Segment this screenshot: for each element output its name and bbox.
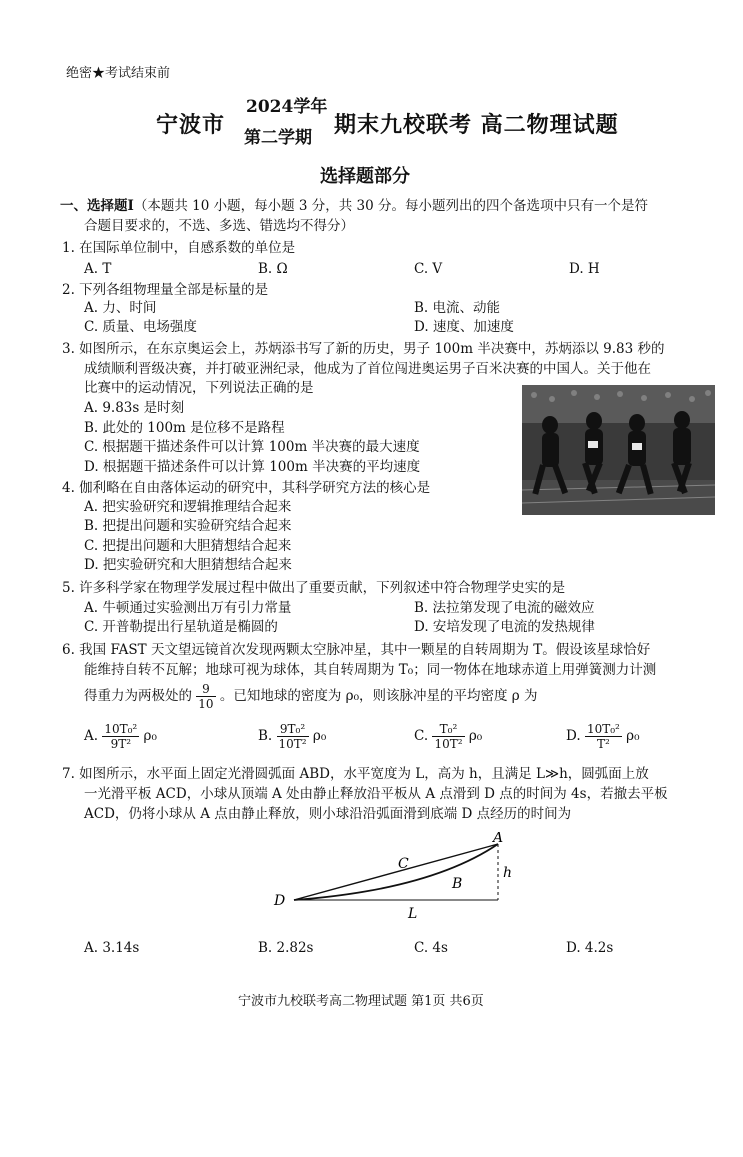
label-c: C <box>398 856 409 872</box>
q6-line-1: 6. 我国 FAST 天文望远镜首次发现两颗太空脉冲星，其中一颗星的自转周期为 T。假设该星球恰好 <box>62 642 651 658</box>
q3-option-d: D. 根据题干描述条件可以计算 100m 半决赛的平均速度 <box>84 459 421 475</box>
q6-line-3 <box>84 682 538 711</box>
q6-line-3-pre: 得重力为两极处的 <box>84 688 192 704</box>
q6-b-num: 9T₀² <box>277 722 309 737</box>
q6-line-2: 能维持自转不瓦解；地球可视为球体，其自转周期为 T₀；同一物体在地球赤道上用弹簧测力计测 <box>84 662 657 678</box>
q7-line-2: 一光滑平板 ACD，小球从顶端 A 处由静止释放沿平板从 A 点滑到 D 点的时间为 4s，若撤去平板 <box>84 786 668 802</box>
sprint-photo-illustration <box>522 385 715 515</box>
q3-option-c: C. 根据题干描述条件可以计算 100m 半决赛的最大速度 <box>84 439 420 455</box>
label-l: L <box>408 906 418 922</box>
part1-heading: 一、选择题Ⅰ <box>60 198 134 214</box>
q7-option-d: D. 4.2s <box>566 940 614 956</box>
q6-option-d <box>566 722 640 751</box>
q6-c-num: T₀² <box>432 722 464 737</box>
q6-frac-num: 9 <box>196 682 215 697</box>
confidential-mark: 绝密★考试结束前 <box>66 66 171 81</box>
label-h: h <box>503 865 513 881</box>
title-year: 2024学年 <box>246 97 328 117</box>
q6-b-rho: ρ₀ <box>312 728 327 744</box>
part1-heading-line <box>60 196 648 216</box>
q3-line-2: 成绩顺利晋级决赛，并打破亚洲纪录，他成为了首位闯进奥运男子百米决赛的中国人。关于他在 <box>84 361 651 377</box>
plate-acd <box>294 844 498 900</box>
section-title: 选择题部分 <box>320 166 410 187</box>
page-footer: 宁波市九校联考高二物理试题 第1页 共6页 <box>238 994 484 1009</box>
q7-line-3: ACD，仍将小球从 A 点由静止释放，则小球沿沿弧面滑到底端 D 点经历的时间为 <box>84 806 572 822</box>
q6-option-c <box>414 722 482 751</box>
arc-plate-diagram <box>260 832 530 922</box>
q7-option-b: B. 2.82s <box>258 940 314 956</box>
q3-option-a: A. 9.83s 是时刻 <box>84 400 185 416</box>
q6-b-label: B. <box>258 728 273 744</box>
q1-option-d: D. H <box>569 261 600 277</box>
part1-desc-1: （本题共 10 小题，每小题 3 分，共 30 分。每小题列出的四个备选项中只有一个是符 <box>133 198 649 214</box>
q6-b-den: 10T² <box>278 737 307 751</box>
q5-option-a: A. 牛顿通过实验测出万有引力常量 <box>84 600 292 616</box>
title-city: 宁波市 <box>156 112 226 138</box>
title-semester: 第二学期 <box>244 128 312 148</box>
q2-stem: 2. 下列各组物理量全部是标量的是 <box>62 282 269 298</box>
q3-option-b: B. 此处的 100m 是位移不是路程 <box>84 420 285 436</box>
q1-option-a: A. T <box>84 261 112 277</box>
q6-a-rho: ρ₀ <box>143 728 157 744</box>
label-b: B <box>452 876 463 892</box>
q1-stem: 1. 在国际单位制中，自感系数的单位是 <box>62 240 296 256</box>
q4-option-d: D. 把实验研究和大胆猜想结合起来 <box>84 557 292 573</box>
q6-option-b <box>258 722 326 751</box>
q1-option-c: C. V <box>414 261 443 277</box>
label-a: A <box>493 832 504 846</box>
q6-c-frac <box>432 722 464 751</box>
q6-frac-den: 10 <box>198 697 214 711</box>
q6-d-den: T² <box>596 737 610 751</box>
q4-option-a: A. 把实验研究和逻辑推理结合起来 <box>84 499 292 515</box>
q2-option-c: C. 质量、电场强度 <box>84 319 197 335</box>
q6-c-den: 10T² <box>434 737 463 751</box>
q7-option-c: C. 4s <box>414 940 448 956</box>
q4-stem: 4. 伽利略在自由落体运动的研究中，其科学研究方法的核心是 <box>62 480 431 496</box>
q6-d-num: 10T₀² <box>586 722 620 736</box>
label-d: D <box>274 893 286 909</box>
q6-fraction <box>196 682 215 711</box>
q5-option-d: D. 安培发现了电流的发热规律 <box>414 619 595 635</box>
q6-a-frac <box>102 722 139 751</box>
q6-a-label: A. <box>84 728 99 744</box>
q4-option-c: C. 把提出问题和大胆猜想结合起来 <box>84 538 292 554</box>
q6-a-den: 9T² <box>110 737 132 751</box>
q6-d-rho: ρ₀ <box>626 728 640 744</box>
q1-option-b: B. Ω <box>258 261 288 277</box>
q6-a-num: 10T₀² <box>104 722 138 736</box>
q7-line-1: 7. 如图所示，水平面上固定光滑圆弧面 ABD，水平宽度为 L，高为 h，且满足 L≫h，圆弧面上放 <box>62 766 649 782</box>
q2-option-d: D. 速度、加速度 <box>414 319 514 335</box>
q6-b-frac <box>277 722 309 751</box>
q6-option-a <box>84 722 157 751</box>
part1-desc-2: 合题目要求的，不选、多选、错选均不得分） <box>84 218 354 234</box>
q6-d-label: D. <box>566 728 581 744</box>
q7-option-a: A. 3.14s <box>84 940 140 956</box>
q3-line-1: 3. 如图所示，在东京奥运会上，苏炳添书写了新的历史，男子 100m 半决赛中，苏炳添以 9.83 秒的 <box>62 341 665 357</box>
q6-d-frac <box>585 722 622 751</box>
q5-option-b: B. 法拉第发现了电流的磁效应 <box>414 600 595 616</box>
q4-option-b: B. 把提出问题和实验研究结合起来 <box>84 518 292 534</box>
q6-c-rho: ρ₀ <box>468 728 483 744</box>
q6-line-3-post: 。已知地球的密度为 ρ₀，则该脉冲星的平均密度 ρ 为 <box>219 688 538 704</box>
q3-line-3: 比赛中的运动情况，下列说法正确的是 <box>84 380 314 396</box>
q6-c-label: C. <box>414 728 429 744</box>
title-rest: 期末九校联考 高二物理试题 <box>334 112 619 138</box>
sprint-race-photo <box>522 385 715 515</box>
q5-option-c: C. 开普勒提出行星轨道是椭圆的 <box>84 619 278 635</box>
q2-option-a: A. 力、时间 <box>84 300 157 316</box>
q2-option-b: B. 电流、动能 <box>414 300 501 316</box>
q5-stem: 5. 许多科学家在物理学发展过程中做出了重要贡献，下列叙述中符合物理学史实的是 <box>62 580 566 596</box>
